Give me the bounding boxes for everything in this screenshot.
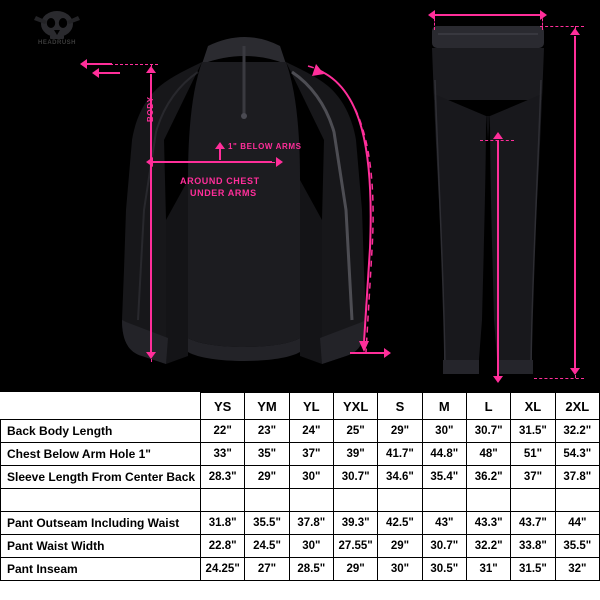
jacket-shoulder-tick2 [98,72,120,74]
row-label-pant-outseam: Pant Outseam Including Waist [1,512,201,535]
around-chest-label: AROUND CHEST [180,176,260,186]
table-spacer-row [1,489,600,512]
spacer [466,489,510,512]
header-ys: YS [201,393,245,420]
header-l: L [466,393,510,420]
cell: 43.3" [466,512,510,535]
below-arms-tick [219,148,221,160]
cell: 33" [201,443,245,466]
row-label-pant-inseam: Pant Inseam [1,558,201,581]
pant-outseam-bottom-tick [534,378,584,379]
size-table [0,392,600,581]
cell: 34.6" [378,466,422,489]
chest-arrow-left [146,157,153,167]
jacket-body-length-arrow-up [146,66,156,73]
table-header-row [1,393,600,420]
cell: 32.2" [466,535,510,558]
cell: 37.8" [555,466,599,489]
cell: 37" [289,443,333,466]
spacer [1,489,201,512]
cell: 36.2" [466,466,510,489]
cell: 25" [333,420,377,443]
cell: 37" [511,466,555,489]
cell: 43" [422,512,466,535]
pants-illustration [418,20,558,388]
pant-outseam-arrow-down [570,368,580,375]
spacer [245,489,289,512]
header-m: M [422,393,466,420]
cell: 22" [201,420,245,443]
cell: 30" [289,535,333,558]
row-label-pant-waist-width: Pant Waist Width [1,535,201,558]
table-row [1,443,600,466]
cell: 31.8" [201,512,245,535]
pant-outseam-top-tick [540,26,584,27]
pant-waist-width-line [434,14,542,16]
cell: 22.8" [201,535,245,558]
jacket-shoulder-arrow-left2 [92,68,99,78]
cell: 35.5" [245,512,289,535]
row-label-back-body-length: Back Body Length [1,420,201,443]
spacer [555,489,599,512]
table-row [1,466,600,489]
cell: 24" [289,420,333,443]
cell: 35.5" [555,535,599,558]
pant-inseam-top-tick [480,140,514,141]
cell: 39.3" [333,512,377,535]
cell: 42.5" [378,512,422,535]
table-row [1,535,600,558]
cell: 39" [333,443,377,466]
skull-logo-icon [14,10,100,42]
header-xl: XL [511,393,555,420]
cell: 31.5" [511,558,555,581]
pant-outseam-line [574,36,576,368]
cell: 54.3" [555,443,599,466]
cell: 28.5" [289,558,333,581]
body-label: BODY [146,96,155,122]
cell: 35" [245,443,289,466]
cell: 29" [378,535,422,558]
cell: 30" [289,466,333,489]
pant-inseam-line [497,140,499,376]
cell: 24.5" [245,535,289,558]
header-2xl: 2XL [555,393,599,420]
cell: 32" [555,558,599,581]
cell: 44" [555,512,599,535]
cell: 37.8" [289,512,333,535]
cell: 30.5" [422,558,466,581]
cell: 31.5" [511,420,555,443]
chest-arrow-right [276,157,283,167]
header-s: S [378,393,422,420]
cell: 33.8" [511,535,555,558]
pant-inseam-arrow-down [493,376,503,383]
brand-logo [14,10,100,54]
jacket-body-length-arrow-down [146,352,156,359]
sleeve-end-arrow [384,348,391,358]
pant-inseam-arrow-up [493,132,503,139]
below-arms-label: 1" BELOW ARMS [228,142,302,151]
cell: 24.25" [201,558,245,581]
cell: 35.4" [422,466,466,489]
chest-line [152,161,272,163]
cell: 43.7" [511,512,555,535]
cell: 31" [466,558,510,581]
header-yxl: YXL [333,393,377,420]
spacer [422,489,466,512]
sleeve-length-guide [300,60,410,380]
table-row [1,512,600,535]
header-blank [1,393,201,420]
row-label-sleeve-length: Sleeve Length From Center Back [1,466,201,489]
pant-outseam-arrow-up [570,28,580,35]
pant-waist-left-drop [434,14,435,30]
jacket-shoulder-tick [86,63,112,65]
cell: 23" [245,420,289,443]
header-ym: YM [245,393,289,420]
sleeve-end-tick [350,352,386,354]
cell: 29" [333,558,377,581]
cell: 51" [511,443,555,466]
brand-name: HEADRUSH [37,40,76,46]
spacer [333,489,377,512]
cell: 29" [245,466,289,489]
cell: 27.55" [333,535,377,558]
pant-waist-right-drop [542,14,543,30]
cell: 30" [422,420,466,443]
spacer [201,489,245,512]
cell: 30.7" [422,535,466,558]
size-table-container [0,392,600,600]
jacket-shoulder-arrow-left [80,59,87,69]
cell: 28.3" [201,466,245,489]
cell: 44.8" [422,443,466,466]
spacer [289,489,333,512]
table-row [1,420,600,443]
spacer [511,489,555,512]
cell: 32.2" [555,420,599,443]
cell: 30.7" [333,466,377,489]
cell: 41.7" [378,443,422,466]
cell: 30.7" [466,420,510,443]
cell: 48" [466,443,510,466]
under-arms-label: UNDER ARMS [190,188,257,198]
cell: 29" [378,420,422,443]
table-row [1,558,600,581]
row-label-chest-below-arm-hole: Chest Below Arm Hole 1" [1,443,201,466]
cell: 27" [245,558,289,581]
header-yl: YL [289,393,333,420]
cell: 30" [378,558,422,581]
spacer [378,489,422,512]
